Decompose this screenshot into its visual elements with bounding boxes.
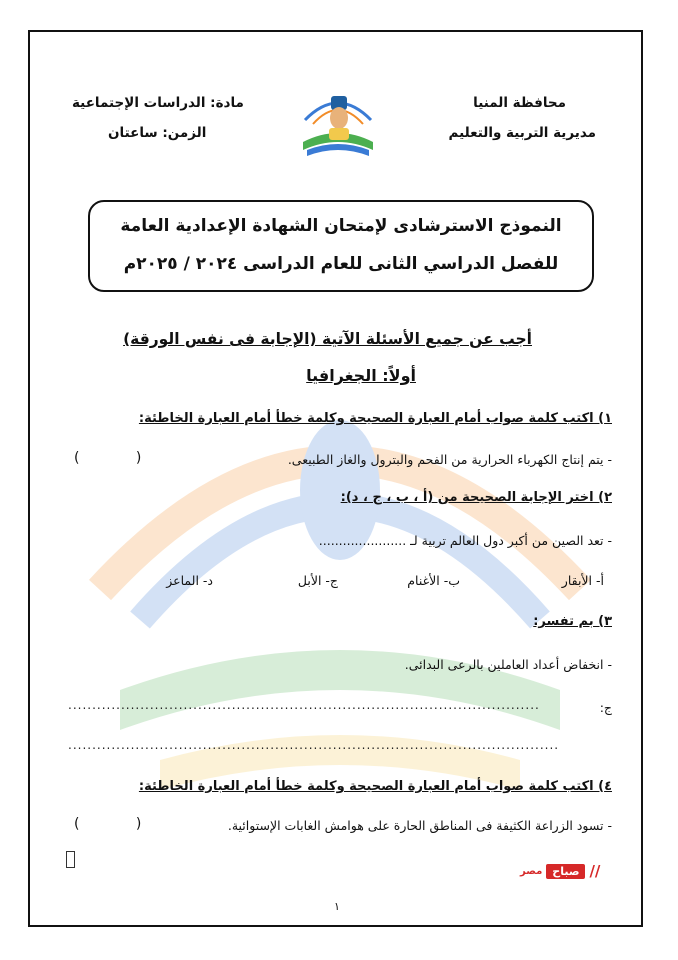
brand-logo xyxy=(520,862,600,880)
question-1-heading: ١) اكتب كلمة صواب أمام العبارة الصحيحة وكلمة خطأ أمام العبارة الخاطئة: xyxy=(138,411,612,426)
governorate-label: محافظة المنيا xyxy=(473,95,566,111)
answer-label: ج: xyxy=(599,700,612,715)
option-a[interactable]: أ- الأبقار xyxy=(561,573,604,588)
time-label: الزمن: ساعتان xyxy=(108,125,207,141)
question-2-heading: ٢) اختر الإجابة الصحيحة من (أ ، ب ، ج ، د): xyxy=(340,490,612,505)
answer-dots-line-1[interactable]: .................................................................................................. xyxy=(68,698,540,712)
ministry-logo-icon xyxy=(297,80,379,162)
question-3-heading: ٣) بم تفسر: xyxy=(533,614,612,629)
option-d[interactable]: د- الماعز xyxy=(166,573,213,588)
brand-slash-icon: // xyxy=(589,862,601,880)
subject-label: مادة: الدراسات الإجتماعية xyxy=(72,95,244,111)
question-1-statement: - يتم إنتاج الكهرباء الحرارية من الفحم والبترول والغاز الطبيعى. xyxy=(287,452,612,467)
option-c[interactable]: ج- الأبل xyxy=(297,573,338,588)
question-2-statement: - تعد الصين من أكبر دول العالم تربية لـ ...................... xyxy=(318,533,612,548)
brand-sub-label: مصر xyxy=(520,865,543,877)
question-1-answer-box[interactable]: ( ) xyxy=(74,450,168,466)
brand-name-label: صباح xyxy=(546,864,585,879)
question-4-heading: ٤) اكتب كلمة صواب أمام العبارة الصحيحة وكلمة خطأ أمام العبارة الخاطئة: xyxy=(138,779,612,794)
directorate-label: مديرية التربية والتعليم xyxy=(448,125,596,141)
question-3-statement: - انخفاض أعداد العاملين بالرعى البدائى. xyxy=(404,657,612,672)
question-4-answer-box[interactable]: ( ) xyxy=(74,816,168,832)
section-title: أولاً: الجغرافيا xyxy=(306,366,416,385)
page-number: ١ xyxy=(334,900,340,913)
exam-title-line-2: للفصل الدراسي الثانى للعام الدراسى ٢٠٢٤ / ٢٠٢٥م xyxy=(123,254,559,274)
option-b[interactable]: ب- الأغنام xyxy=(407,573,460,588)
instructions-heading: أجب عن جميع الأسئلة الآتية (الإجابة فى نفس الورقة) xyxy=(123,330,532,348)
exam-title-box xyxy=(88,200,594,292)
text-cursor-icon xyxy=(66,851,75,868)
question-4-statement: - تسود الزراعة الكثيفة فى المناطق الحارة على هوامش الغابات الإستوائية. xyxy=(227,818,612,833)
answer-dots-line-2[interactable]: ...................................................................................................... xyxy=(68,738,560,752)
exam-title-line-1: النموذج الاسترشادى لإمتحان الشهادة الإعدادية العامة xyxy=(120,216,562,236)
